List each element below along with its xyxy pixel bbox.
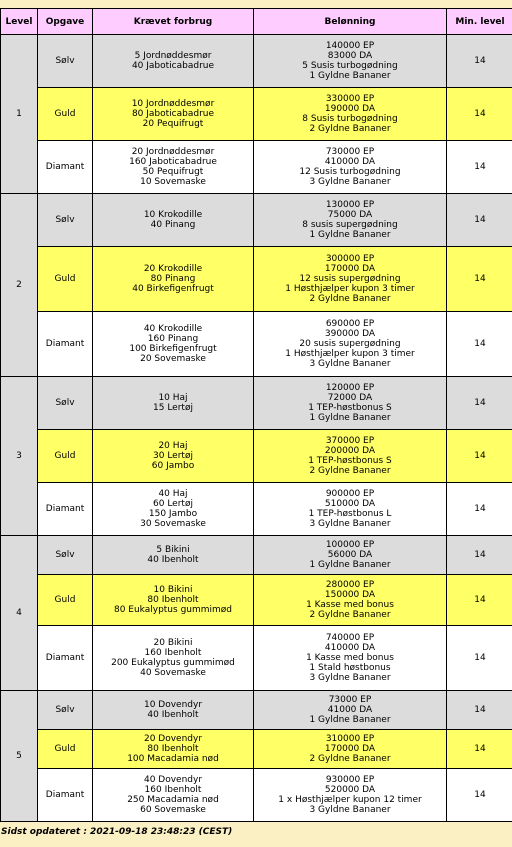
reward-cell bbox=[254, 430, 446, 482]
reward-item: 730000 EP bbox=[325, 147, 375, 157]
level-cell: 1 bbox=[1, 35, 37, 193]
task-name-cell: Sølv bbox=[38, 691, 92, 729]
task-name-cell: Diamant bbox=[38, 312, 92, 376]
header-row bbox=[1, 9, 512, 34]
table-row bbox=[1, 536, 512, 574]
header-reward: Belønning bbox=[254, 9, 446, 34]
reward-item: 520000 DA bbox=[324, 785, 376, 795]
min-level-cell: 14 bbox=[447, 626, 512, 690]
table-row bbox=[1, 626, 512, 690]
reward-item: 5 Susis turbogødning bbox=[302, 61, 398, 71]
reward-item: 2 Gyldne Bananer bbox=[309, 610, 391, 620]
reward-item: 1 Gyldne Bananer bbox=[309, 715, 391, 725]
level-cell: 3 bbox=[1, 377, 37, 535]
required-item: 30 Lertøj bbox=[153, 451, 193, 461]
required-item: 60 Jambo bbox=[151, 461, 195, 471]
required-item: 20 Bikini bbox=[153, 638, 193, 648]
reward-item: 930000 EP bbox=[325, 775, 375, 785]
header-required: Krævet forbrug bbox=[93, 9, 253, 34]
level-cell: 5 bbox=[1, 691, 37, 821]
min-level-cell: 14 bbox=[447, 194, 512, 246]
reward-item: 390000 DA bbox=[324, 329, 376, 339]
task-name-cell: Diamant bbox=[38, 141, 92, 193]
min-level-cell: 14 bbox=[447, 483, 512, 535]
required-item: 5 Bikini bbox=[156, 545, 190, 555]
reward-item: 2 Gyldne Bananer bbox=[309, 466, 391, 476]
required-cell bbox=[93, 626, 253, 690]
required-item: 250 Macadamia nød bbox=[127, 795, 219, 805]
reward-item: 3 Gyldne Bananer bbox=[309, 673, 391, 683]
reward-item: 1 Gyldne Bananer bbox=[309, 413, 391, 423]
reward-cell bbox=[254, 626, 446, 690]
required-item: 10 Jordnøddesmør bbox=[131, 99, 215, 109]
reward-item: 740000 EP bbox=[325, 633, 375, 643]
reward-item: 3 Gyldne Bananer bbox=[309, 359, 391, 369]
reward-item: 900000 EP bbox=[325, 489, 375, 499]
reward-item: 410000 DA bbox=[324, 643, 376, 653]
reward-cell bbox=[254, 88, 446, 140]
table-row bbox=[1, 691, 512, 729]
task-name-cell: Guld bbox=[38, 247, 92, 311]
table-row bbox=[1, 730, 512, 768]
required-item: 10 Dovendyr bbox=[143, 700, 203, 710]
reward-cell bbox=[254, 312, 446, 376]
required-item: 40 Sovemaske bbox=[140, 668, 206, 678]
task-name-cell: Sølv bbox=[38, 536, 92, 574]
min-level-cell: 14 bbox=[447, 88, 512, 140]
min-level-cell: 14 bbox=[447, 247, 512, 311]
reward-item: 3 Gyldne Bananer bbox=[309, 177, 391, 187]
min-level-cell: 14 bbox=[447, 377, 512, 429]
reward-item: 72000 DA bbox=[327, 393, 373, 403]
reward-item: 73000 EP bbox=[328, 695, 372, 705]
required-item: 40 Pinang bbox=[150, 220, 196, 230]
min-level-cell: 14 bbox=[447, 691, 512, 729]
task-name-cell: Diamant bbox=[38, 626, 92, 690]
required-item: 80 Ibenholt bbox=[147, 595, 199, 605]
required-cell bbox=[93, 769, 253, 821]
required-cell bbox=[93, 312, 253, 376]
reward-cell bbox=[254, 483, 446, 535]
required-item: 150 Jambo bbox=[148, 509, 198, 519]
reward-item: 200000 DA bbox=[324, 446, 376, 456]
reward-item: 41000 DA bbox=[327, 705, 373, 715]
table-row bbox=[1, 575, 512, 625]
level-cell: 4 bbox=[1, 536, 37, 690]
reward-item: 75000 DA bbox=[327, 210, 373, 220]
reward-cell bbox=[254, 730, 446, 768]
required-item: 10 Krokodille bbox=[143, 210, 203, 220]
required-item: 15 Lertøj bbox=[153, 403, 193, 413]
reward-item: 3 Gyldne Bananer bbox=[309, 805, 391, 815]
required-item: 40 Dovendyr bbox=[143, 775, 203, 785]
required-item: 60 Lertøj bbox=[153, 499, 193, 509]
reward-item: 56000 DA bbox=[327, 550, 373, 560]
reward-item: 1 Høsthjælper kupon 3 timer bbox=[285, 284, 415, 294]
required-cell bbox=[93, 575, 253, 625]
required-cell bbox=[93, 691, 253, 729]
min-level-cell: 14 bbox=[447, 312, 512, 376]
reward-cell bbox=[254, 769, 446, 821]
reward-item: 2 Gyldne Bananer bbox=[309, 754, 391, 764]
required-item: 20 Sovemaske bbox=[140, 354, 206, 364]
min-level-cell: 14 bbox=[447, 769, 512, 821]
required-item: 100 Birkefigenfrugt bbox=[129, 344, 217, 354]
table-row bbox=[1, 430, 512, 482]
reward-cell bbox=[254, 194, 446, 246]
reward-item: 330000 EP bbox=[325, 94, 375, 104]
reward-item: 1 Høsthjælper kupon 3 timer bbox=[285, 349, 415, 359]
reward-item: 1 Gyldne Bananer bbox=[309, 71, 391, 81]
reward-item: 12 susis supergødning bbox=[299, 274, 401, 284]
task-name-cell: Sølv bbox=[38, 35, 92, 87]
required-item: 40 Haj bbox=[158, 489, 188, 499]
rewards-table-wrapper bbox=[0, 8, 512, 822]
required-item: 80 Ibenholt bbox=[147, 744, 199, 754]
required-item: 20 Dovendyr bbox=[143, 734, 203, 744]
table-row bbox=[1, 194, 512, 246]
required-item: 40 Jaboticabadrue bbox=[131, 61, 215, 71]
min-level-cell: 14 bbox=[447, 430, 512, 482]
reward-cell bbox=[254, 691, 446, 729]
required-cell bbox=[93, 247, 253, 311]
reward-item: 280000 EP bbox=[325, 580, 375, 590]
required-item: 160 Ibenholt bbox=[144, 648, 202, 658]
table-row bbox=[1, 88, 512, 140]
reward-item: 170000 DA bbox=[324, 264, 376, 274]
required-item: 100 Macadamia nød bbox=[127, 754, 219, 764]
table-row bbox=[1, 769, 512, 821]
reward-item: 1 Stald høstbonus bbox=[309, 663, 391, 673]
header-level: Level bbox=[1, 9, 37, 34]
min-level-cell: 14 bbox=[447, 575, 512, 625]
reward-item: 310000 EP bbox=[325, 734, 375, 744]
reward-cell bbox=[254, 575, 446, 625]
required-item: 20 Haj bbox=[158, 441, 188, 451]
task-name-cell: Diamant bbox=[38, 769, 92, 821]
reward-item: 690000 EP bbox=[325, 319, 375, 329]
min-level-cell: 14 bbox=[447, 141, 512, 193]
required-item: 20 Krokodille bbox=[143, 264, 203, 274]
reward-item: 1 TEP-høstbonus L bbox=[308, 509, 392, 519]
task-name-cell: Guld bbox=[38, 575, 92, 625]
required-item: 40 Ibenholt bbox=[147, 710, 199, 720]
reward-item: 8 Susis turbogødning bbox=[302, 114, 398, 124]
reward-item: 150000 DA bbox=[324, 590, 376, 600]
header-min-level: Min. level bbox=[447, 9, 512, 34]
reward-cell bbox=[254, 536, 446, 574]
required-cell bbox=[93, 35, 253, 87]
reward-item: 3 Gyldne Bananer bbox=[309, 519, 391, 529]
reward-item: 140000 EP bbox=[325, 41, 375, 51]
reward-item: 190000 DA bbox=[324, 104, 376, 114]
reward-item: 1 Gyldne Bananer bbox=[309, 230, 391, 240]
required-item: 10 Bikini bbox=[153, 585, 193, 595]
table-row bbox=[1, 35, 512, 87]
required-item: 160 Ibenholt bbox=[144, 785, 202, 795]
reward-item: 100000 EP bbox=[325, 540, 375, 550]
reward-item: 1 TEP-høstbonus S bbox=[308, 456, 392, 466]
reward-item: 2 Gyldne Bananer bbox=[309, 294, 391, 304]
required-item: 5 Jordnøddesmør bbox=[134, 51, 212, 61]
required-item: 200 Eukalyptus gummimød bbox=[111, 658, 235, 668]
reward-item: 2 Gyldne Bananer bbox=[309, 124, 391, 134]
reward-item: 1 TEP-høstbonus S bbox=[308, 403, 392, 413]
required-item: 50 Pequifrugt bbox=[142, 167, 204, 177]
level-cell: 2 bbox=[1, 194, 37, 376]
reward-cell bbox=[254, 377, 446, 429]
required-item: 80 Eukalyptus gummimød bbox=[113, 605, 233, 615]
required-item: 10 Sovemaske bbox=[140, 177, 206, 187]
reward-item: 130000 EP bbox=[325, 200, 375, 210]
table-row bbox=[1, 247, 512, 311]
table-row bbox=[1, 141, 512, 193]
reward-item: 1 x Høsthjælper kupon 12 timer bbox=[278, 795, 422, 805]
required-item: 20 Jordnøddesmør bbox=[131, 147, 215, 157]
reward-item: 510000 DA bbox=[324, 499, 376, 509]
required-item: 40 Ibenholt bbox=[147, 555, 199, 565]
required-cell bbox=[93, 430, 253, 482]
required-item: 160 Pinang bbox=[147, 334, 199, 344]
required-cell bbox=[93, 730, 253, 768]
required-item: 20 Pequifrugt bbox=[142, 119, 204, 129]
reward-item: 8 susis supergødning bbox=[302, 220, 398, 230]
last-updated-text: Sidst opdateret : 2021-09-18 23:48:23 (CEST) bbox=[1, 827, 233, 837]
reward-item: 20 susis supergødning bbox=[299, 339, 401, 349]
required-item: 60 Sovemaske bbox=[140, 805, 206, 815]
required-cell bbox=[93, 483, 253, 535]
rewards-table bbox=[0, 8, 512, 822]
required-item: 160 Jaboticabadrue bbox=[129, 157, 217, 167]
required-item: 30 Sovemaske bbox=[140, 519, 206, 529]
required-item: 80 Jaboticabadrue bbox=[131, 109, 215, 119]
reward-item: 83000 DA bbox=[327, 51, 373, 61]
required-item: 10 Haj bbox=[158, 393, 188, 403]
required-item: 40 Birkefigenfrugt bbox=[132, 284, 214, 294]
task-name-cell: Guld bbox=[38, 88, 92, 140]
required-cell bbox=[93, 194, 253, 246]
reward-item: 300000 EP bbox=[325, 254, 375, 264]
required-item: 80 Pinang bbox=[150, 274, 196, 284]
reward-cell bbox=[254, 141, 446, 193]
reward-item: 1 Kasse med bonus bbox=[306, 653, 394, 663]
reward-item: 1 Kasse med bonus bbox=[306, 600, 394, 610]
required-cell bbox=[93, 377, 253, 429]
required-cell bbox=[93, 88, 253, 140]
reward-item: 120000 EP bbox=[325, 383, 375, 393]
min-level-cell: 14 bbox=[447, 730, 512, 768]
reward-item: 370000 EP bbox=[325, 436, 375, 446]
reward-item: 12 Susis turbogødning bbox=[299, 167, 401, 177]
task-name-cell: Sølv bbox=[38, 194, 92, 246]
reward-item: 170000 DA bbox=[324, 744, 376, 754]
task-name-cell: Guld bbox=[38, 730, 92, 768]
min-level-cell: 14 bbox=[447, 35, 512, 87]
table-row bbox=[1, 483, 512, 535]
reward-cell bbox=[254, 35, 446, 87]
reward-cell bbox=[254, 247, 446, 311]
min-level-cell: 14 bbox=[447, 536, 512, 574]
header-task: Opgave bbox=[38, 9, 92, 34]
required-cell bbox=[93, 141, 253, 193]
rewards-table-body bbox=[1, 35, 512, 821]
required-item: 40 Krokodille bbox=[143, 324, 203, 334]
task-name-cell: Guld bbox=[38, 430, 92, 482]
table-row bbox=[1, 377, 512, 429]
task-name-cell: Sølv bbox=[38, 377, 92, 429]
required-cell bbox=[93, 536, 253, 574]
reward-item: 1 Gyldne Bananer bbox=[309, 560, 391, 570]
table-row bbox=[1, 312, 512, 376]
task-name-cell: Diamant bbox=[38, 483, 92, 535]
reward-item: 410000 DA bbox=[324, 157, 376, 167]
